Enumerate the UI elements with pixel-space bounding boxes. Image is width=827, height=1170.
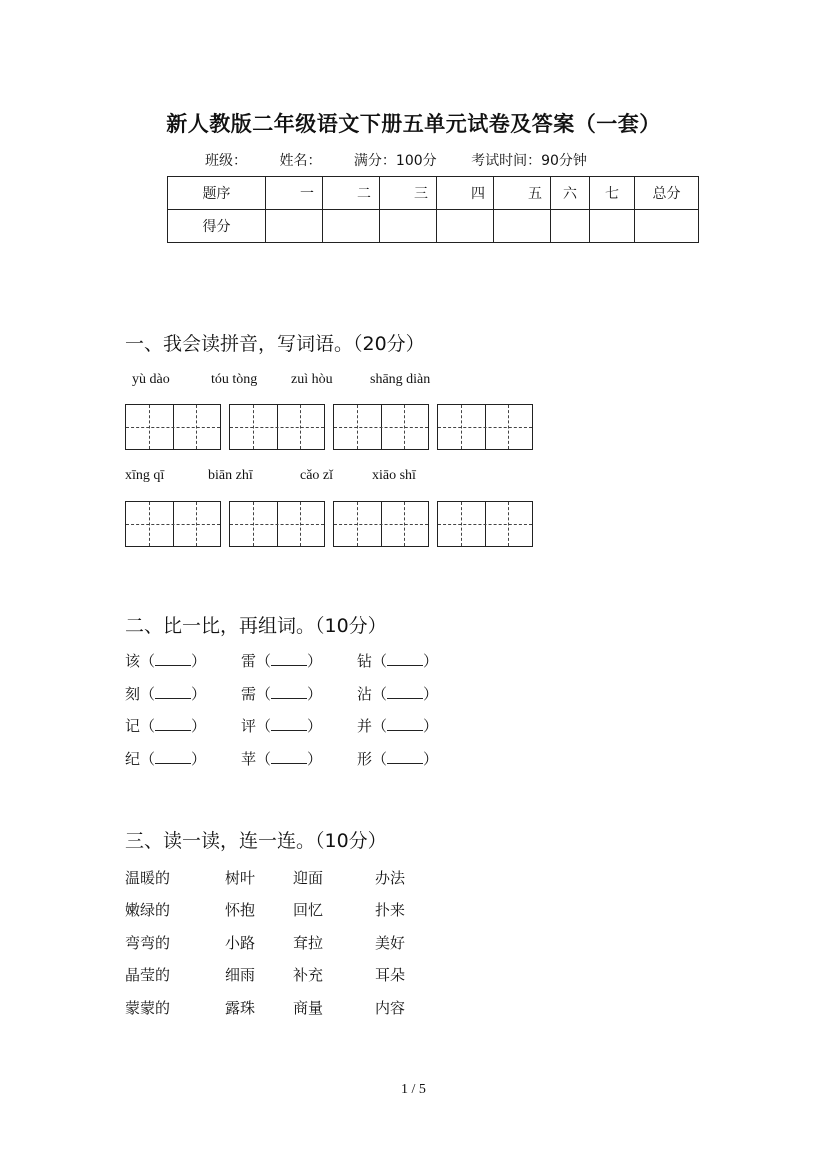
score-cell[interactable] (323, 210, 380, 243)
compare-row: 苹（ ） (241, 750, 323, 768)
pinyin: yù dào (132, 372, 170, 387)
match-word[interactable]: 内容 (375, 999, 406, 1017)
pinyin: cǎo zǐ (300, 468, 334, 483)
score-cell[interactable] (380, 210, 437, 243)
match-word[interactable]: 回忆 (293, 901, 324, 919)
writing-grid[interactable] (437, 501, 533, 547)
answer-blank[interactable] (155, 749, 191, 764)
exam-time: 考试时间：90分钟 (471, 153, 587, 169)
row-label: 得分 (168, 210, 266, 243)
writing-grid[interactable] (125, 501, 221, 547)
char: 形 (357, 750, 373, 768)
char: 该 (125, 652, 141, 670)
header-cell: 五 (494, 177, 551, 210)
match-word[interactable]: 细雨 (225, 966, 256, 984)
answer-blank[interactable] (387, 684, 423, 699)
match-word[interactable]: 耷拉 (293, 934, 324, 952)
answer-blank[interactable] (155, 651, 191, 666)
compare-row: 纪（ ） (125, 750, 207, 768)
header-cell: 三 (380, 177, 437, 210)
match-word[interactable]: 露珠 (225, 999, 256, 1017)
name-label: 姓名： (279, 153, 322, 169)
score-table (167, 176, 699, 243)
writing-grid[interactable] (229, 404, 325, 450)
score-cell[interactable] (494, 210, 551, 243)
score-cell[interactable] (635, 210, 699, 243)
pinyin: zuì hòu (291, 372, 333, 387)
header-cell: 题序 (168, 177, 266, 210)
answer-blank[interactable] (271, 651, 307, 666)
answer-blank[interactable] (387, 651, 423, 666)
compare-row: 沾（ ） (357, 685, 439, 703)
match-word[interactable]: 美好 (375, 934, 406, 952)
answer-blank[interactable] (271, 716, 307, 731)
compare-row: 形（ ） (357, 750, 439, 768)
answer-blank[interactable] (387, 716, 423, 731)
pinyin: xīng qī (125, 468, 165, 483)
writing-grid[interactable] (229, 501, 325, 547)
compare-row: 需（ ） (241, 685, 323, 703)
section1-heading: 一、我会读拼音，写词语。（20分） (125, 333, 425, 355)
writing-grid[interactable] (333, 501, 429, 547)
pinyin: biān zhī (208, 468, 253, 483)
char: 钻 (357, 652, 373, 670)
match-word[interactable]: 晶莹的 (125, 966, 171, 984)
match-word[interactable]: 耳朵 (375, 966, 406, 984)
compare-row: 雷（ ） (241, 652, 323, 670)
char: 纪 (125, 750, 141, 768)
exam-info (205, 150, 615, 170)
writing-grid[interactable] (125, 404, 221, 450)
header-cell: 二 (323, 177, 380, 210)
match-word[interactable]: 商量 (293, 999, 324, 1017)
writing-grid[interactable] (333, 404, 429, 450)
class-label: 班级： (205, 153, 247, 169)
compare-row: 并（ ） (357, 717, 439, 735)
char: 苹 (241, 750, 257, 768)
match-word[interactable]: 温暖的 (125, 869, 171, 887)
match-word[interactable]: 办法 (375, 869, 406, 887)
pinyin: tóu tòng (211, 372, 258, 387)
char: 刻 (125, 685, 141, 703)
score-cell[interactable] (590, 210, 635, 243)
match-word[interactable]: 蒙蒙的 (125, 999, 171, 1017)
section3-heading: 三、读一读，连一连。（10分） (125, 830, 387, 852)
header-cell: 一 (266, 177, 323, 210)
match-word[interactable]: 小路 (225, 934, 256, 952)
char: 需 (241, 685, 257, 703)
match-word[interactable]: 补充 (293, 966, 324, 984)
match-word[interactable]: 怀抱 (225, 901, 256, 919)
match-word[interactable]: 迎面 (293, 869, 324, 887)
answer-blank[interactable] (387, 749, 423, 764)
pinyin: shāng diàn (370, 372, 431, 387)
char: 雷 (241, 652, 257, 670)
page-title: 新人教版二年级语文下册五单元试卷及答案（一套） (166, 111, 661, 136)
compare-row: 钻（ ） (357, 652, 439, 670)
answer-blank[interactable] (155, 716, 191, 731)
writing-grid[interactable] (437, 404, 533, 450)
compare-row: 该（ ） (125, 652, 207, 670)
score-table-header (168, 177, 699, 210)
match-word[interactable]: 嫩绿的 (125, 901, 171, 919)
score-cell[interactable] (551, 210, 590, 243)
header-cell: 六 (551, 177, 590, 210)
header-cell: 总分 (635, 177, 699, 210)
score-table-row (168, 210, 699, 243)
compare-row: 刻（ ） (125, 685, 207, 703)
match-word[interactable]: 弯弯的 (125, 934, 171, 952)
page-number: 1 / 5 (401, 1082, 426, 1097)
full-score: 满分：100分 (353, 153, 437, 169)
header-cell: 四 (437, 177, 494, 210)
compare-row: 评（ ） (241, 717, 323, 735)
char: 沾 (357, 685, 373, 703)
char: 并 (357, 717, 373, 735)
header-cell: 七 (590, 177, 635, 210)
answer-blank[interactable] (271, 749, 307, 764)
match-word[interactable]: 扑来 (375, 901, 406, 919)
pinyin: xiāo shī (372, 468, 416, 483)
answer-blank[interactable] (271, 684, 307, 699)
section2-heading: 二、比一比，再组词。（10分） (125, 615, 387, 637)
char: 记 (125, 717, 141, 735)
match-word[interactable]: 树叶 (225, 869, 256, 887)
score-cell[interactable] (266, 210, 323, 243)
score-cell[interactable] (437, 210, 494, 243)
char: 评 (241, 717, 257, 735)
answer-blank[interactable] (155, 684, 191, 699)
compare-row: 记（ ） (125, 717, 207, 735)
